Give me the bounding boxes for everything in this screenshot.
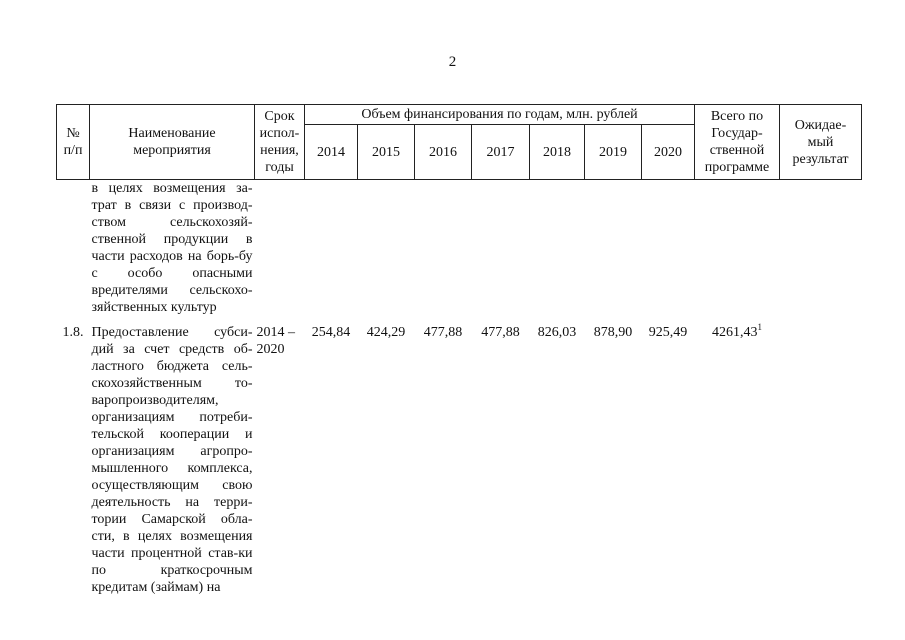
funding-table: [56, 104, 862, 596]
row-value: [305, 180, 358, 317]
row-total-footnote: 1: [757, 322, 762, 332]
header-year: 2019: [585, 125, 642, 180]
header-name: Наименование мероприятия: [90, 105, 255, 180]
row-number: [57, 180, 90, 317]
table-row: [57, 180, 862, 317]
row-term: [255, 180, 305, 317]
header-total: Всего по Государ-ственной программе: [695, 105, 780, 180]
header-year: 2016: [415, 125, 472, 180]
page-number: 2: [448, 54, 457, 70]
row-total: [695, 180, 780, 317]
row-result: [780, 316, 862, 596]
row-term: 2014 – 2020: [256, 325, 295, 357]
row-value: 826,03: [537, 325, 577, 340]
row-value: 424,29: [366, 325, 406, 340]
row-number: 1.8.: [62, 325, 84, 340]
row-value: [472, 180, 530, 317]
header-row-top: [57, 105, 862, 125]
header-year: 2017: [472, 125, 530, 180]
row-value: [585, 180, 642, 317]
header-year: 2015: [358, 125, 415, 180]
header-year: 2020: [642, 125, 695, 180]
row-result: [780, 180, 862, 317]
row-total-value: 4261,43: [712, 325, 758, 340]
header-year: 2018: [530, 125, 585, 180]
row-value: 925,49: [648, 325, 688, 340]
header-num: № п/п: [57, 105, 90, 180]
row-value: 477,88: [481, 325, 520, 340]
header-result: Ожидае-мый результат: [780, 105, 862, 180]
row-value: 477,88: [423, 325, 463, 340]
header-year: 2014: [305, 125, 358, 180]
row-value: [358, 180, 415, 317]
row-value: 254,84: [311, 325, 351, 340]
row-value: [642, 180, 695, 317]
row-value: [530, 180, 585, 317]
row-name: в целях возмещения за-трат в связи с производ-ством сельскохозяй-ственной продукции в части расходов на борь-бу с особо опасными вредителями сельскохо-зяйственных культур: [91, 181, 253, 315]
header-term: Срок испол-нения, годы: [255, 105, 305, 180]
row-value: [415, 180, 472, 317]
row-total: [695, 316, 780, 596]
header-years-group: Объем финансирования по годам, млн. рублей: [305, 105, 695, 125]
row-value: 878,90: [593, 325, 633, 340]
row-name: Предоставление субси-дий за счет средств об-ластного бюджета сель-скохозяйственным то-варопроизводителям, организациям потреби-тельской кооперации и организациям агропро-мышленного комплекса, осуществляющим свою деятельность на терри-тории Самарской обла-сти, в целях возмещения части процентной став-ки по краткосрочным кредитам (займам) на: [91, 325, 253, 595]
table-row: [57, 316, 862, 596]
